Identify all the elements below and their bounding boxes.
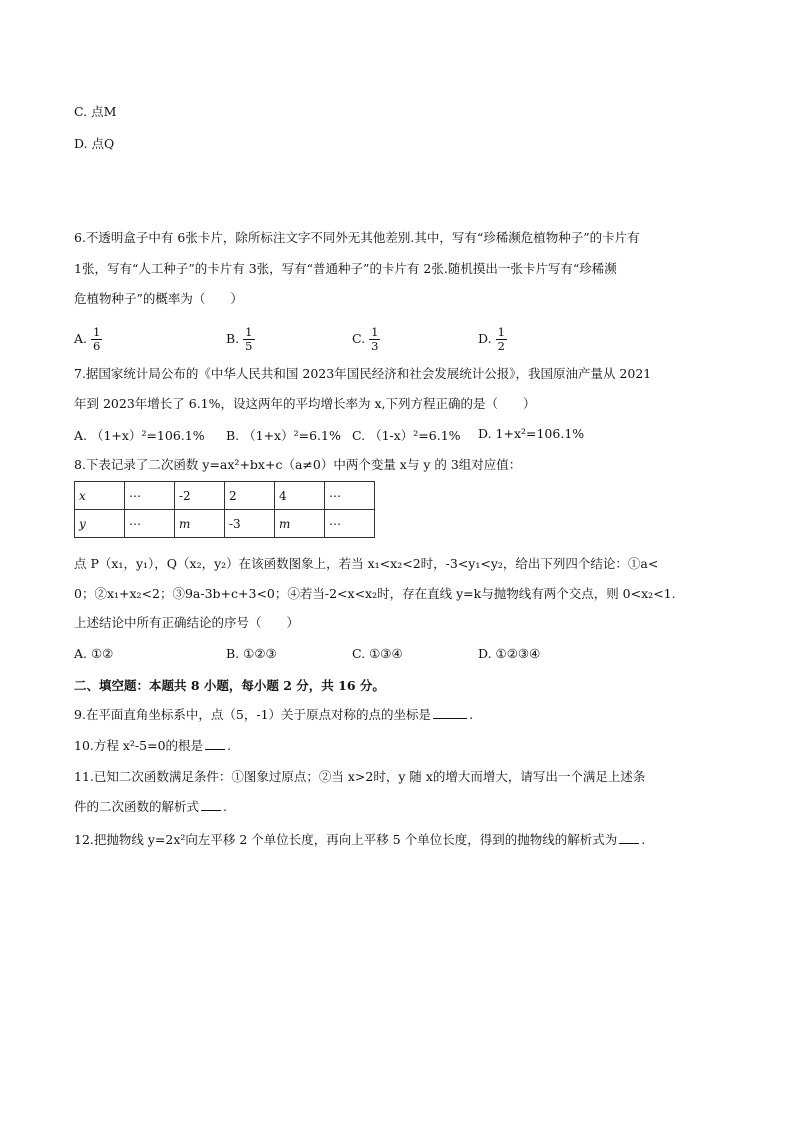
table-cell: ⋯ <box>325 482 375 510</box>
q8-options <box>74 646 720 670</box>
q7-option-a: A. （1+x）²=106.1% <box>74 428 205 443</box>
q10-end: . <box>227 738 232 753</box>
table-row-x <box>75 482 375 510</box>
table-cell: m <box>175 510 225 538</box>
denominator: 6 <box>93 339 101 353</box>
value-table <box>74 481 375 538</box>
q8-line-2: 点 P（x₁，y₁），Q（x₂，y₂）在该函数图象上，若当 x₁<x₂<2时，-3<y₁<y₂，给出下列四个结论：①a< <box>74 556 659 571</box>
q8-option-d: D. ①②③④ <box>478 646 541 661</box>
section-heading: 二、填空题：本题共 8 小题，每小题 2 分，共 16 分。 <box>74 678 385 693</box>
q12-end: . <box>641 832 646 847</box>
answer-blank[interactable] <box>201 798 221 811</box>
table-cell: -2 <box>175 482 225 510</box>
q10 <box>74 737 720 755</box>
q12-text: 12.把抛物线 y=2x²向左平移 2 个单位长度，再向上平移 5 个单位长度，得到的抛物线的解析式为 <box>74 832 618 847</box>
answer-blank[interactable] <box>619 831 639 844</box>
q7-options <box>74 426 720 450</box>
table-cell: ⋯ <box>125 482 175 510</box>
q12 <box>74 831 720 849</box>
table-cell: 4 <box>275 482 325 510</box>
option-label: D. <box>478 331 492 346</box>
table-cell: ⋯ <box>125 510 175 538</box>
table-cell: -3 <box>225 510 275 538</box>
denominator: 5 <box>245 339 253 353</box>
option-label: A. <box>74 331 88 346</box>
q9-text: 9.在平面直角坐标系中，点（5，-1）关于原点对称的点的坐标是 <box>74 707 432 722</box>
denominator: 2 <box>497 339 505 353</box>
answer-blank[interactable] <box>205 737 225 750</box>
q6-line-3: 危植物种子”的概率为（ ） <box>74 291 243 306</box>
numerator: 1 <box>245 325 253 339</box>
table-cell: 2 <box>225 482 275 510</box>
q8-option-b: B. ①②③ <box>226 646 277 661</box>
option-label: B. <box>226 331 240 346</box>
q7-option-b: B. （1+x）²=6.1% <box>226 428 341 443</box>
fraction <box>91 326 102 353</box>
numerator: 1 <box>93 325 101 339</box>
q7-option-c: C. （1-x）²=6.1% <box>352 428 461 443</box>
q11-text: 件的二次函数的解析式 <box>74 799 200 814</box>
q8-line-1: 8.下表记录了二次函数 y=ax²+bx+c（a≠0）中两个变量 x与 y 的 3组对应值： <box>74 457 522 472</box>
q10-text: 10.方程 x²-5=0的根是 <box>74 738 204 753</box>
numerator: 1 <box>497 325 505 339</box>
q11-line-1: 11.已知二次函数满足条件：①图象过原点；②当 x>2时，y 随 x的增大而增大，请写出一个满足上述条 <box>74 769 646 784</box>
q7-option-d: D. 1+x²=106.1% <box>478 426 585 441</box>
table-cell: ⋯ <box>325 510 375 538</box>
q9-end: . <box>469 707 474 722</box>
q7-line-1: 7.据国家统计局公布的《中华人民共和国 2023年国民经济和社会发展统计公报》，我国原油产量从 2021 <box>74 366 652 381</box>
fraction <box>243 326 254 353</box>
q6-line-2: 1张，写有“人工种子”的卡片有 3张，写有“普通种子”的卡片有 2张.随机摸出一张卡片写有“珍稀濒 <box>74 261 617 276</box>
denominator: 3 <box>371 339 379 353</box>
q6-option-c <box>352 326 380 353</box>
option-d-prev: D. 点Q <box>74 136 115 151</box>
option-label: C. <box>352 331 366 346</box>
table-cell: m <box>275 510 325 538</box>
q8-line-3: 0；②x₁+x₂<2；③9a-3b+c+3<0；④若当-2<x<x₂时，存在直线 y=k与抛物线有两个交点，则 0<x₂<1. <box>74 586 676 601</box>
q6-option-d <box>478 326 507 353</box>
q8-option-c: C. ①③④ <box>352 646 403 661</box>
q7-line-2: 年到 2023年增长了 6.1%，设这两年的平均增长率为 x,下列方程正确的是（ ） <box>74 396 536 411</box>
q6-line-1: 6.不透明盒子中有 6张卡片，除所标注文字不同外无其他差别.其中，写有“珍稀濒危植物种子”的卡片有 <box>74 230 640 245</box>
q6-option-a <box>74 326 102 353</box>
fraction <box>369 326 380 353</box>
q6-option-b <box>226 326 255 353</box>
q9 <box>74 706 720 724</box>
q8-option-a: A. ①② <box>74 646 114 661</box>
answer-blank[interactable] <box>433 706 467 719</box>
q11-line-2 <box>74 798 720 816</box>
table-cell: y <box>75 510 125 538</box>
fraction <box>496 326 507 353</box>
numerator: 1 <box>371 325 379 339</box>
option-c-prev: C. 点M <box>74 104 117 119</box>
table-row-y <box>75 510 375 538</box>
q8-line-4: 上述结论中所有正确结论的序号（ ） <box>74 615 300 630</box>
q11-end: . <box>223 799 227 814</box>
table-cell: x <box>75 482 125 510</box>
q6-options <box>74 320 720 353</box>
